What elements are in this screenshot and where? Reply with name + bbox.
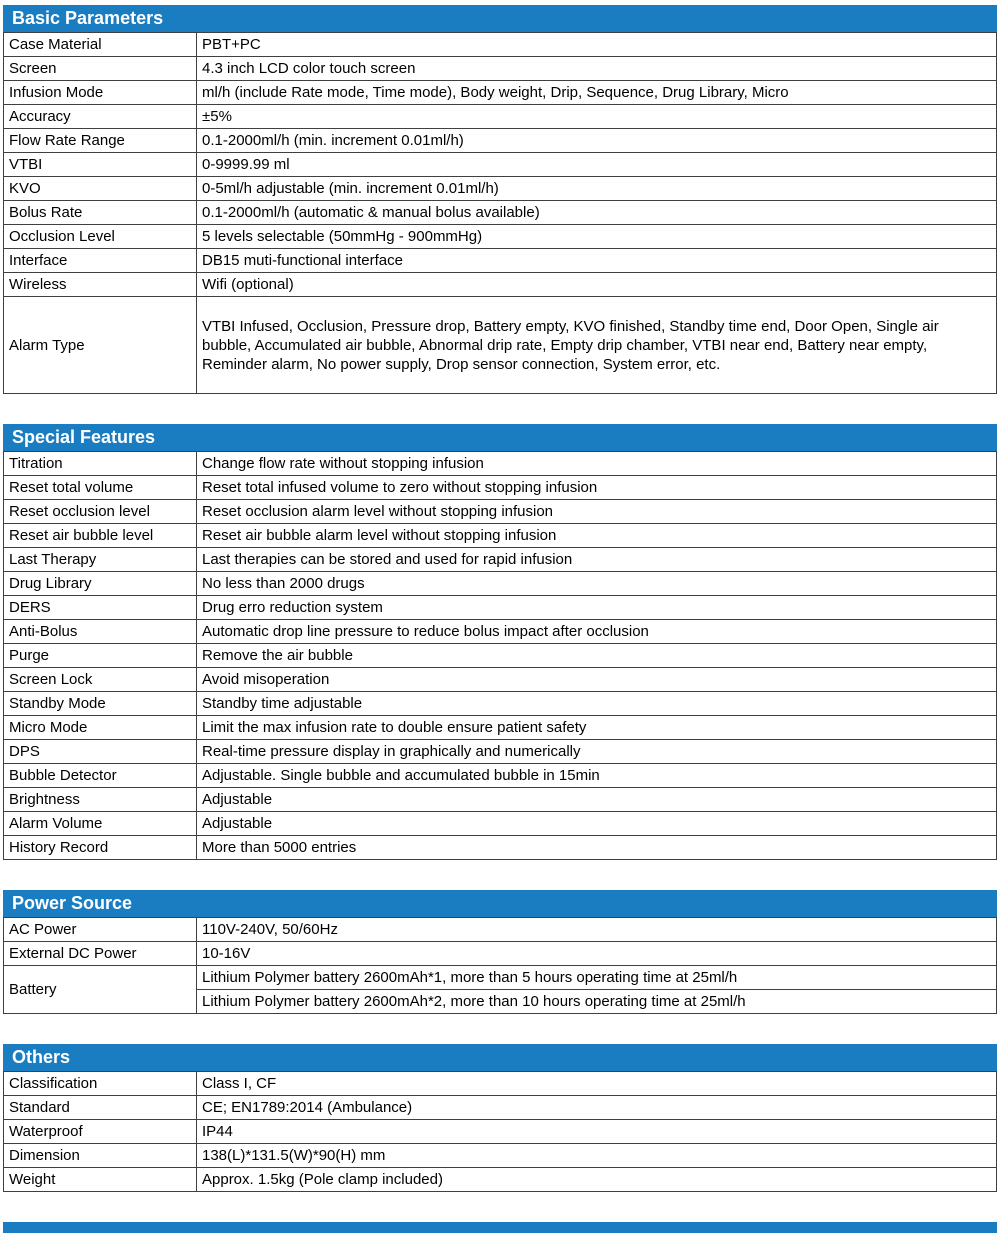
row-value: IP44 xyxy=(197,1120,997,1144)
row-label: DERS xyxy=(4,596,197,620)
table-row xyxy=(4,620,997,644)
row-label: Bolus Rate xyxy=(4,201,197,225)
table-row xyxy=(4,966,997,990)
row-value: ±5% xyxy=(197,105,997,129)
row-value: Adjustable. Single bubble and accumulated bubble in 15min xyxy=(197,764,997,788)
table-row xyxy=(4,572,997,596)
table-row xyxy=(4,548,997,572)
table-row xyxy=(4,692,997,716)
row-label: Flow Rate Range xyxy=(4,129,197,153)
section-basic-parameters xyxy=(3,5,997,394)
row-label: Standby Mode xyxy=(4,692,197,716)
row-value: Reset occlusion alarm level without stopping infusion xyxy=(197,500,997,524)
table-row xyxy=(4,942,997,966)
table-row xyxy=(4,918,997,942)
row-value: Adjustable xyxy=(197,788,997,812)
row-label: Wireless xyxy=(4,273,197,297)
table-row xyxy=(4,153,997,177)
row-value: 0.1-2000ml/h (automatic & manual bolus available) xyxy=(197,201,997,225)
row-label: Standard xyxy=(4,1096,197,1120)
section-special-features xyxy=(3,424,997,860)
row-label: Classification xyxy=(4,1072,197,1096)
spec-table xyxy=(3,1071,997,1192)
table-row xyxy=(4,836,997,860)
table-row xyxy=(4,812,997,836)
row-value: VTBI Infused, Occlusion, Pressure drop, Battery empty, KVO finished, Standby time end, Door Open, Single air bubble, Accumulated air bubble, Abnormal drip rate, Empty drip chamber, VTBI near end, Battery near empty, Reminder alarm, No power supply, Drop sensor connection, System error, etc. xyxy=(197,297,997,394)
section-title: Power Source xyxy=(3,890,997,917)
section-power-source xyxy=(3,890,997,1014)
row-value: Avoid misoperation xyxy=(197,668,997,692)
row-label: Case Material xyxy=(4,33,197,57)
row-value: More than 5000 entries xyxy=(197,836,997,860)
row-label: Dimension xyxy=(4,1144,197,1168)
table-row xyxy=(4,644,997,668)
row-label: Screen xyxy=(4,57,197,81)
table-row xyxy=(4,249,997,273)
table-row xyxy=(4,273,997,297)
table-row xyxy=(4,225,997,249)
row-value: 0-5ml/h adjustable (min. increment 0.01ml/h) xyxy=(197,177,997,201)
table-row xyxy=(4,33,997,57)
table-row xyxy=(4,1096,997,1120)
row-value: 0-9999.99 ml xyxy=(197,153,997,177)
table-row xyxy=(4,201,997,225)
row-value: No less than 2000 drugs xyxy=(197,572,997,596)
row-value: ml/h (include Rate mode, Time mode), Body weight, Drip, Sequence, Drug Library, Micro xyxy=(197,81,997,105)
row-value: Wifi (optional) xyxy=(197,273,997,297)
section-title: Special Features xyxy=(3,424,997,451)
row-label: VTBI xyxy=(4,153,197,177)
row-value: 4.3 inch LCD color touch screen xyxy=(197,57,997,81)
row-label: Drug Library xyxy=(4,572,197,596)
table-row xyxy=(4,452,997,476)
row-value: Approx. 1.5kg (Pole clamp included) xyxy=(197,1168,997,1192)
table-row xyxy=(4,500,997,524)
row-label: Anti-Bolus xyxy=(4,620,197,644)
table-row xyxy=(4,476,997,500)
row-label: Alarm Volume xyxy=(4,812,197,836)
spec-sections xyxy=(3,5,997,1192)
row-label: Alarm Type xyxy=(4,297,197,394)
row-label: Accuracy xyxy=(4,105,197,129)
table-row xyxy=(4,668,997,692)
table-row xyxy=(4,524,997,548)
row-label: Battery xyxy=(4,966,197,1014)
spec-table xyxy=(3,451,997,860)
table-row xyxy=(4,57,997,81)
row-value: Limit the max infusion rate to double ensure patient safety xyxy=(197,716,997,740)
row-value: 110V-240V, 50/60Hz xyxy=(197,918,997,942)
row-value: 10-16V xyxy=(197,942,997,966)
row-value: Reset total infused volume to zero without stopping infusion xyxy=(197,476,997,500)
row-label: External DC Power xyxy=(4,942,197,966)
row-label: Waterproof xyxy=(4,1120,197,1144)
table-row xyxy=(4,1168,997,1192)
row-label: Screen Lock xyxy=(4,668,197,692)
table-row xyxy=(4,596,997,620)
table-row xyxy=(4,1144,997,1168)
row-label: KVO xyxy=(4,177,197,201)
section-others xyxy=(3,1044,997,1192)
row-label: Titration xyxy=(4,452,197,476)
section-title: Basic Parameters xyxy=(3,5,997,32)
table-row xyxy=(4,129,997,153)
row-value: Remove the air bubble xyxy=(197,644,997,668)
table-row xyxy=(4,1120,997,1144)
row-label: DPS xyxy=(4,740,197,764)
next-section-header-cutoff xyxy=(3,1222,997,1233)
row-value: 0.1-2000ml/h (min. increment 0.01ml/h) xyxy=(197,129,997,153)
row-label: Infusion Mode xyxy=(4,81,197,105)
row-value: 138(L)*131.5(W)*90(H) mm xyxy=(197,1144,997,1168)
table-row xyxy=(4,81,997,105)
row-label: Occlusion Level xyxy=(4,225,197,249)
spec-table xyxy=(3,32,997,394)
row-value: Standby time adjustable xyxy=(197,692,997,716)
table-row xyxy=(4,105,997,129)
table-row xyxy=(4,1072,997,1096)
row-value: Lithium Polymer battery 2600mAh*1, more than 5 hours operating time at 25ml/h xyxy=(197,966,997,990)
row-label: Purge xyxy=(4,644,197,668)
row-value: Change flow rate without stopping infusion xyxy=(197,452,997,476)
table-row xyxy=(4,740,997,764)
row-label: Reset total volume xyxy=(4,476,197,500)
spec-table xyxy=(3,917,997,1014)
row-label: Interface xyxy=(4,249,197,273)
row-value: CE; EN1789:2014 (Ambulance) xyxy=(197,1096,997,1120)
row-value: Drug erro reduction system xyxy=(197,596,997,620)
table-row xyxy=(4,297,997,394)
row-value: Class I, CF xyxy=(197,1072,997,1096)
table-row xyxy=(4,764,997,788)
row-label: Bubble Detector xyxy=(4,764,197,788)
row-value: Automatic drop line pressure to reduce bolus impact after occlusion xyxy=(197,620,997,644)
table-row xyxy=(4,177,997,201)
row-label: Reset occlusion level xyxy=(4,500,197,524)
row-label: Brightness xyxy=(4,788,197,812)
row-label: Micro Mode xyxy=(4,716,197,740)
row-value: Reset air bubble alarm level without stopping infusion xyxy=(197,524,997,548)
row-label: History Record xyxy=(4,836,197,860)
table-row xyxy=(4,716,997,740)
row-value: Adjustable xyxy=(197,812,997,836)
table-row xyxy=(4,788,997,812)
row-value: DB15 muti-functional interface xyxy=(197,249,997,273)
row-value: Last therapies can be stored and used for rapid infusion xyxy=(197,548,997,572)
row-value: 5 levels selectable (50mmHg - 900mmHg) xyxy=(197,225,997,249)
row-value: Lithium Polymer battery 2600mAh*2, more than 10 hours operating time at 25ml/h xyxy=(197,990,997,1014)
row-label: Reset air bubble level xyxy=(4,524,197,548)
row-label: AC Power xyxy=(4,918,197,942)
section-title: Others xyxy=(3,1044,997,1071)
row-value: PBT+PC xyxy=(197,33,997,57)
row-label: Weight xyxy=(4,1168,197,1192)
row-label: Last Therapy xyxy=(4,548,197,572)
row-value: Real-time pressure display in graphically and numerically xyxy=(197,740,997,764)
